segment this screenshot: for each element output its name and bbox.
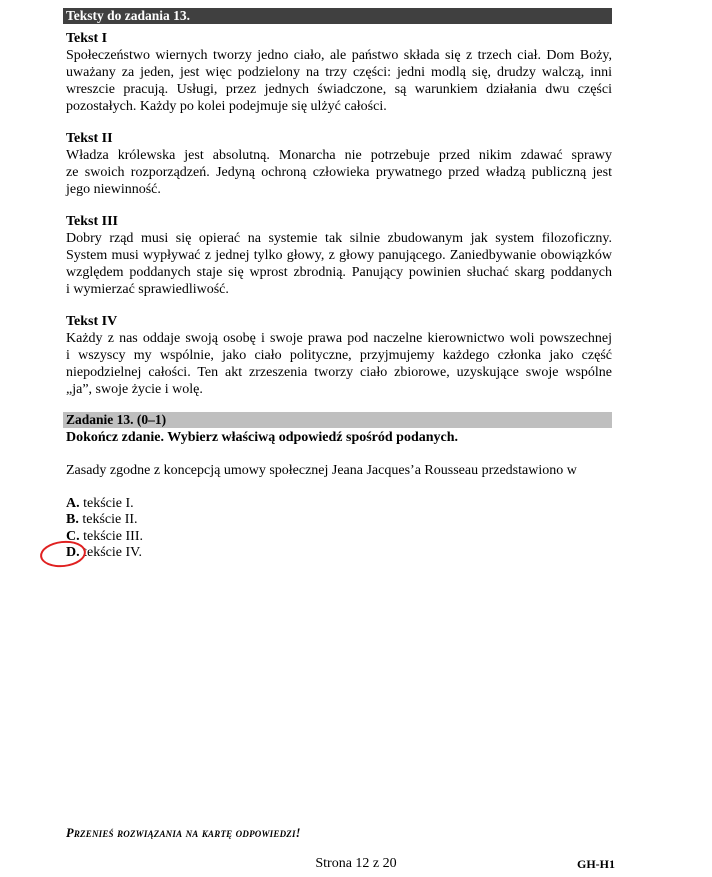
text-line: niepodzielnej całości. Ten akt zrzeszenia tworzy ciało zbiorowe, uzyskujące swoje wspólne <box>66 365 612 380</box>
option-text: tekście III. <box>83 529 143 544</box>
text-block-1 <box>66 30 612 115</box>
option-text: tekście IV. <box>83 545 142 560</box>
text-line: „ja”, swoje życie i wolę. <box>66 382 203 397</box>
text-line: wreszcie pracują. Usługi, przez jednych świadczone, są warunkiem działania dwu części <box>66 82 612 97</box>
text-line: Społeczeństwo wiernych tworzy jedno ciało, ale państwo składa się z trzech ciał. Dom Boży, <box>66 48 612 63</box>
option-letter: A. <box>66 496 80 511</box>
page-number: Strona 12 z 20 <box>315 856 397 871</box>
task-instruction: Dokończ zdanie. Wybierz właściwą odpowiedź spośród podanych. <box>66 430 459 445</box>
text-line: uważany za jeden, jest więc podzielony na trzy części: jedni modlą się, drudzy walczą, inni <box>66 65 612 80</box>
text-heading: Tekst II <box>66 131 113 146</box>
option-text: tekście I. <box>83 496 134 511</box>
text-heading: Tekst III <box>66 214 119 229</box>
text-line: Każdy z nas oddaje swoją osobę i swoje prawa pod naczelne kierownictwo woli powszechnej <box>66 331 612 346</box>
option-letter: B. <box>66 512 79 527</box>
text-line: i wymierzać sprawiedliwość. <box>66 282 229 297</box>
exam-code: GH-H1 <box>577 857 615 871</box>
option-text: tekście II. <box>82 512 138 527</box>
text-block-2 <box>66 130 612 198</box>
text-block-3 <box>66 213 612 298</box>
task-header: Zadanie 13. (0–1) <box>63 412 612 428</box>
task-question: Zasady zgodne z koncepcją umowy społecznej Jeana Jacques’a Rousseau przedstawiono w <box>66 463 577 478</box>
text-line: Władza królewska jest absolutną. Monarcha nie potrzebuje przed nikim zdawać sprawy <box>66 148 612 163</box>
text-line: System musi wypływać z jednej tylko głowy, z głowy panującego. Zaniedbywanie obowiązków <box>66 248 612 263</box>
answer-option-a[interactable] <box>66 495 134 512</box>
answer-option-b[interactable] <box>66 511 138 528</box>
option-letter: D. <box>66 545 80 560</box>
text-heading: Tekst I <box>66 31 108 46</box>
text-line: jego niewinność. <box>66 182 161 197</box>
text-line: ze swoich rozporządzeń. Jedyną ochroną człowieka prywatnego przed władzą publiczną jest <box>66 165 612 180</box>
texts-section-header: Teksty do zadania 13. <box>63 8 612 24</box>
transfer-note: Przenieś rozwiązania na kartę odpowiedzi! <box>66 826 301 840</box>
text-block-4 <box>66 313 612 398</box>
text-line: pozostałych. Każdy po kolei podejmuje się ulżyć całości. <box>66 99 387 114</box>
option-letter: C. <box>66 529 80 544</box>
text-line: Dobry rząd musi się opierać na systemie tak silnie zbudowanym jak system filozoficzny. <box>66 231 612 246</box>
selected-answer-circle <box>39 539 87 570</box>
text-line: i wszyscy my wspólnie, jako ciało polityczne, przyjmujemy każdego członka jako część <box>66 348 612 363</box>
text-line: względem poddanych staje się wprost zbrodnią. Panujący powinien słuchać skarg poddanych <box>66 265 612 280</box>
text-heading: Tekst IV <box>66 314 118 329</box>
